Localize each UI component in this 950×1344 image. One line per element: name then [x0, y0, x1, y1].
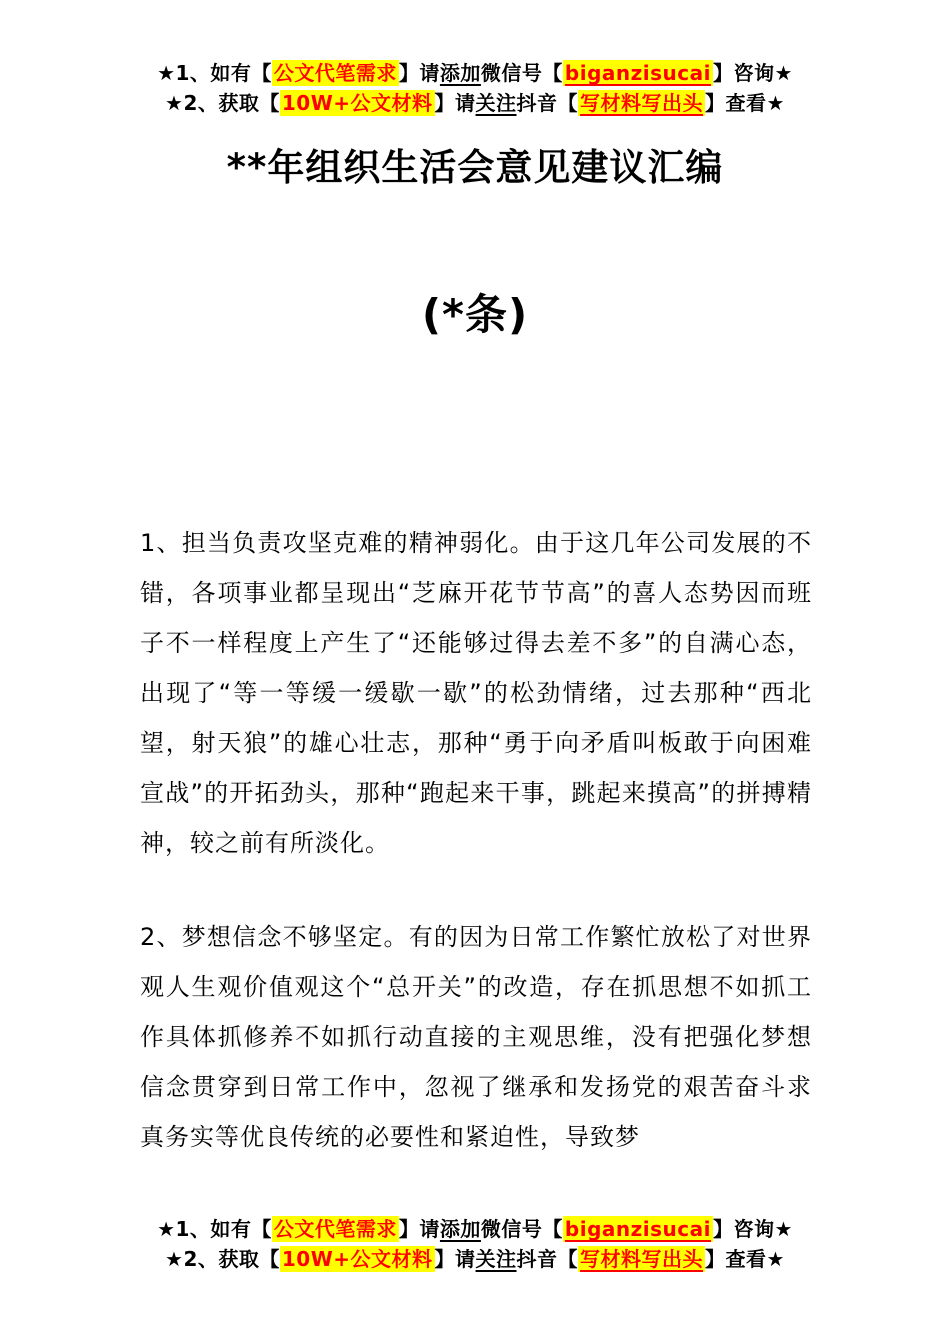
- promo-line-1: [0, 58, 950, 88]
- promo-segment: 关注: [475, 1247, 517, 1271]
- promo-segment: 】请: [434, 1247, 476, 1271]
- promo-line-2: [0, 1244, 950, 1274]
- promo-segment: 】查看★: [705, 1247, 785, 1271]
- promo-segment: ★1、如有【: [157, 61, 272, 85]
- promo-header: [0, 58, 950, 118]
- document-title: **年组织生活会意见建议汇编: [226, 146, 724, 189]
- promo-footer: [0, 1214, 950, 1274]
- promo-segment: 微信号【: [480, 61, 563, 85]
- promo-segment: ★2、获取【: [165, 91, 280, 115]
- promo-segment: 10W+公文材料: [281, 1247, 433, 1271]
- promo-segment: 添加: [439, 1217, 481, 1241]
- promo-segment: biganzisucai: [564, 1217, 711, 1241]
- promo-segment: ★1、如有【: [157, 1217, 272, 1241]
- promo-segment: 公文代笔需求: [273, 1217, 397, 1241]
- promo-segment: 微信号【: [480, 1217, 563, 1241]
- promo-segment: 】请: [398, 1217, 440, 1241]
- promo-segment: 】咨询★: [713, 61, 793, 85]
- promo-segment: 】咨询★: [713, 1217, 793, 1241]
- promo-segment: 写材料写出头: [580, 91, 704, 115]
- paragraph-2: 2、梦想信念不够坚定。有的因为日常工作繁忙放松了对世界观人生观价值观这个“总开关”的改造，存在抓思想不如抓工作具体抓修养不如抓行动直接的主观思维，没有把强化梦想信念贯穿到日常工作中，忽视了继承和发扬党的艰苦奋斗求真务实等优良传统的必要性和紧迫性，导致梦: [140, 923, 812, 1151]
- promo-segment: 添加: [439, 61, 481, 85]
- promo-line-1: [0, 1214, 950, 1244]
- promo-segment: 公文代笔需求: [273, 61, 397, 85]
- promo-segment: 抖音【: [516, 91, 579, 115]
- promo-segment: 】查看★: [705, 91, 785, 115]
- document-body: [140, 518, 812, 1206]
- document-subtitle: (*条): [421, 290, 529, 339]
- promo-segment: 关注: [475, 91, 517, 115]
- promo-segment: 】请: [398, 61, 440, 85]
- promo-segment: 】请: [434, 91, 476, 115]
- paragraph-1: 1、担当负责攻坚克难的精神弱化。由于这几年公司发展的不错，各项事业都呈现出“芝麻开花节节高”的喜人态势因而班子不一样程度上产生了“还能够过得去差不多”的自满心态，出现了“等一等缓一缓歇一歇”的松劲情绪，过去那种“西北望，射天狼”的雄心壮志，那种“勇于向矛盾叫板敢于向困难宣战”的开拓劲头，那种“跑起来干事，跳起来摸高”的拼搏精神，较之前有所淡化。: [140, 529, 812, 857]
- promo-segment: 写材料写出头: [580, 1247, 704, 1271]
- promo-segment: ★2、获取【: [165, 1247, 280, 1271]
- promo-segment: 抖音【: [516, 1247, 579, 1271]
- promo-segment: biganzisucai: [564, 61, 711, 85]
- promo-line-2: [0, 88, 950, 118]
- promo-segment: 10W+公文材料: [281, 91, 433, 115]
